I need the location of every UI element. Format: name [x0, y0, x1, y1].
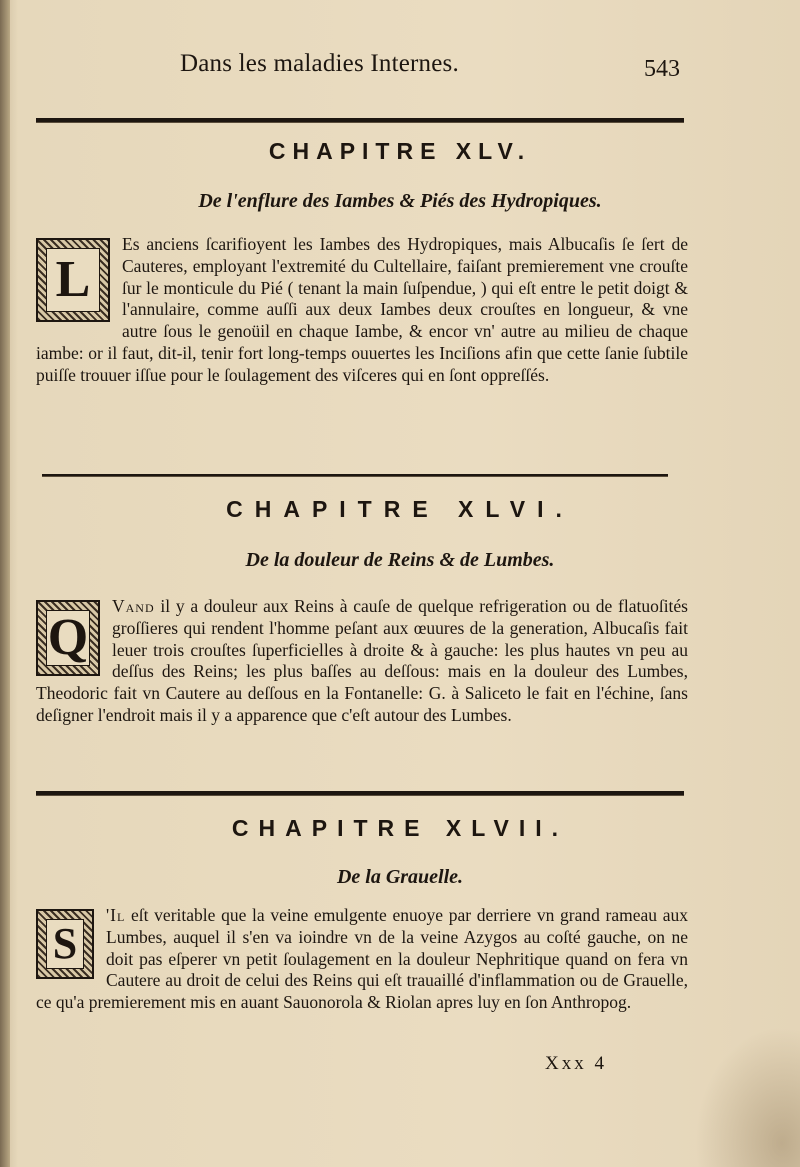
chapter-47-title: CHAPITRE XLVII. — [231, 815, 569, 841]
section-rule — [36, 791, 684, 796]
chapter-46-lead: Vand — [112, 596, 155, 616]
header-rule — [36, 118, 684, 123]
decorated-initial-s — [36, 909, 94, 979]
chapter-47-text: eſt veritable que la veine emulgente enuoye par derriere vn grand rameau aux Lumbes, auquel il s'en va ioindre vn de la veine Azygos au coſté gauche, on ne doit pas eſperer vn petit ſoulagement en la douleur Nephritique quand on fera vn Cautere au droit de celui des Reins qui eſt trauaillé d'inflammation ou de Grauelle, ce qu'a premierement mis en auant Sauonorola & Riolan apres luy en ſon Anthropog. — [36, 905, 688, 1013]
chapter-47-lead: 'Il — [106, 905, 126, 925]
chapter-46-text: il y a douleur aux Reins à cauſe de quelque refrigeration ou de flatuoſités groſſieres qui rendent l'homme peſant aux œuures de la generation, Albucaſis fait leuer trois crouſtes ſuperficielles à droite & à gauche: les plus hautes vn peu au deſſus des Reins; les plus baſſes au deſſous: mais en la douleur des Lumbes, Theodoric fait vn Cautere au deſſous en la Fontanelle: G. à Saliceto le fait en l'échine, ſans deſigner l'endroit mais il y a apparence que c'eſt autour des Lumbes. — [36, 596, 688, 725]
chapter-45-body — [36, 234, 688, 387]
chapter-46-body — [36, 596, 688, 727]
section-rule — [42, 474, 668, 477]
page-header — [180, 50, 690, 90]
chapter-45-subtitle: De l'enflure des Iambes & Piés des Hydropiques. — [198, 190, 602, 212]
chapter-45-text: Es anciens ſcarifioyent les Iambes des Hydropiques, mais Albucaſis ſe ſert de Cauteres, employant l'extremité du Cultellaire, faiſant premierement vne crouſte ſur le monticule du Pié ( tenant la main ſuſpendue, ) qui eſt entre le petit doigt & l'annulaire, comme auſſi aux deux Iambes deux crouſtes en longueur, & vne autre ſous le genoüil en chaque Iambe, & encor vn' autre au milieu de chaque iambe: or il faut, dit-il, tenir fort long-temps ouuertes les Inciſions afin que cette ſanie ſubtile puiſſe trouuer iſſue pour le ſoulagement des viſceres qui en ſont oppreſſés. — [36, 234, 688, 385]
paper-stain — [680, 1007, 800, 1167]
chapter-45-title: CHAPITRE XLV. — [268, 138, 532, 164]
running-head: Dans les maladies Internes. — [180, 50, 459, 77]
decorated-initial-q — [36, 600, 100, 676]
chapter-47-subtitle: De la Grauelle. — [336, 866, 464, 888]
chapter-46-subtitle: De la douleur de Reins & de Lumbes. — [245, 549, 555, 571]
dropcap-letter: Q — [47, 609, 89, 666]
page-number: 543 — [644, 56, 680, 82]
dropcap-letter: L — [46, 248, 100, 312]
dropcap-letter: S — [46, 919, 84, 969]
chapter-47-body — [36, 905, 688, 1014]
chapter-46-title: CHAPITRE XLVI. — [226, 496, 574, 522]
binding-gutter — [0, 0, 10, 1167]
decorated-initial-l — [36, 238, 110, 322]
signature-mark: Xxx 4 — [545, 1053, 607, 1074]
